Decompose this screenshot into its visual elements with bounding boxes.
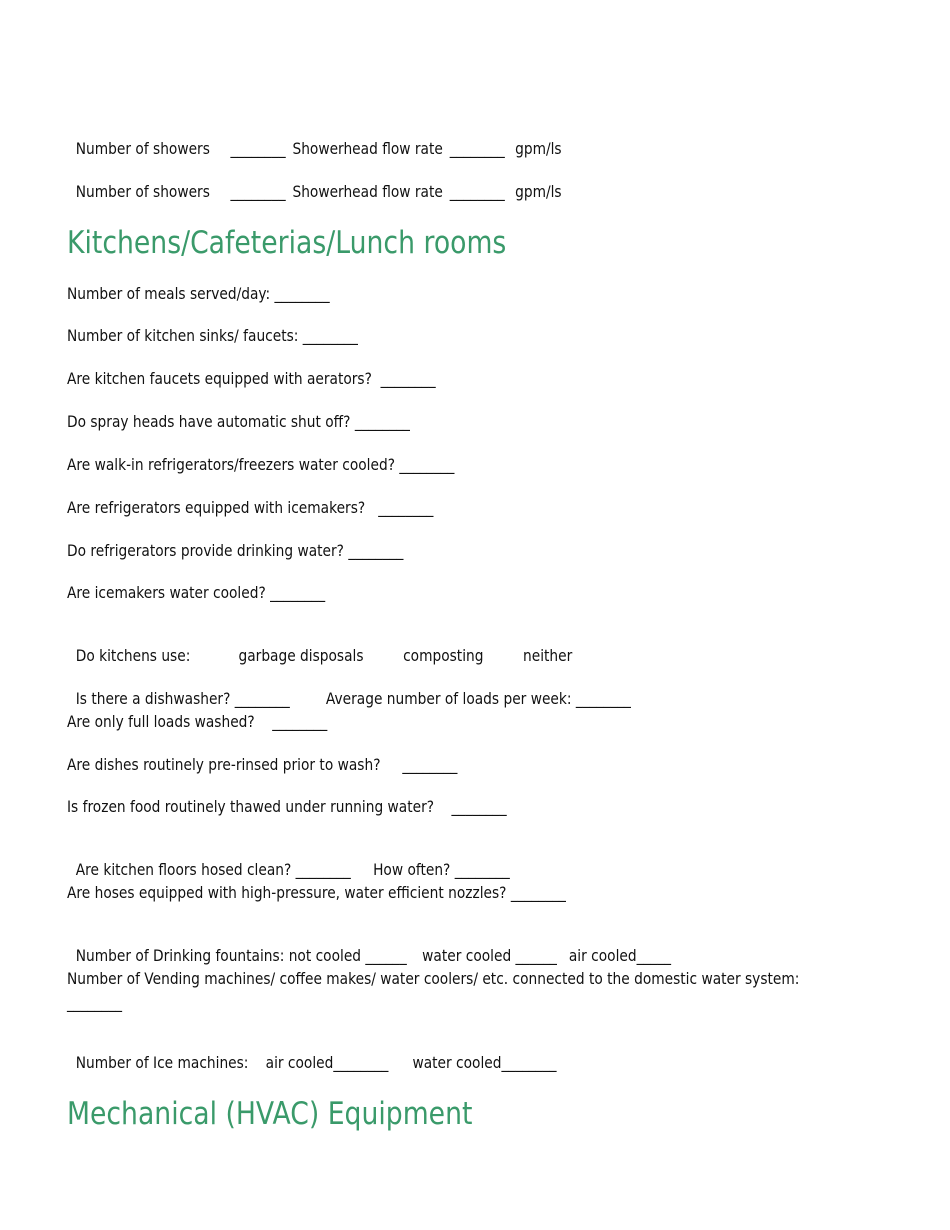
drinking-water-question: Do refrigerators provide drinking water? ________ bbox=[67, 541, 404, 560]
kitchen-use-row bbox=[67, 626, 573, 666]
option-composting[interactable]: composting bbox=[403, 646, 484, 665]
shower-row bbox=[67, 119, 562, 159]
fountains-water-cooled: water cooled ______ bbox=[422, 946, 557, 965]
spray-heads-question: Do spray heads have automatic shut off? ________ bbox=[67, 412, 410, 431]
shower-count-label: Number of showers bbox=[75, 139, 210, 158]
how-often-question: How often? ________ bbox=[373, 860, 510, 879]
fountains-not-cooled: Number of Drinking fountains: not cooled ______ bbox=[75, 946, 407, 965]
dishwasher-question: Is there a dishwasher? ________ bbox=[75, 689, 290, 708]
sinks-question: Number of kitchen sinks/ faucets: ________ bbox=[67, 326, 358, 345]
icemakers-question: Are refrigerators equipped with icemakers? ________ bbox=[67, 498, 434, 517]
shower-row bbox=[67, 162, 562, 202]
pre-rinsed-question: Are dishes routinely pre-rinsed prior to wash? ________ bbox=[67, 755, 458, 774]
aerators-question: Are kitchen faucets equipped with aerators? ________ bbox=[67, 369, 436, 388]
vending-question: Number of Vending machines/ coffee makes/ water coolers/ etc. connected to the domestic water system: ________ bbox=[67, 969, 800, 1012]
shower-flow-unit: gpm/ls bbox=[515, 182, 562, 201]
kitchen-use-label: Do kitchens use: bbox=[75, 646, 191, 665]
floors-row bbox=[67, 840, 510, 880]
shower-count-label: Number of showers bbox=[75, 182, 210, 201]
option-neither[interactable]: neither bbox=[523, 646, 573, 665]
mechanical-heading: Mechanical (HVAC) Equipment bbox=[67, 1096, 473, 1132]
walk-in-question: Are walk-in refrigerators/freezers water cooled? ________ bbox=[67, 455, 455, 474]
meals-question: Number of meals served/day: ________ bbox=[67, 284, 330, 303]
thawed-question: Is frozen food routinely thawed under running water? ________ bbox=[67, 797, 507, 816]
shower-flow-blank[interactable]: ________ bbox=[449, 182, 505, 201]
ice-machines-row bbox=[67, 1033, 557, 1073]
full-loads-question: Are only full loads washed? ________ bbox=[67, 712, 328, 731]
fountains-air-cooled: air cooled_____ bbox=[568, 946, 671, 965]
kitchens-heading: Kitchens/Cafeterias/Lunch rooms bbox=[67, 225, 507, 261]
fountains-row bbox=[67, 926, 671, 966]
floors-hosed-question: Are kitchen floors hosed clean? ________ bbox=[75, 860, 351, 879]
shower-count-blank[interactable]: ________ bbox=[230, 182, 286, 201]
loads-per-week-question: Average number of loads per week: ________ bbox=[325, 689, 631, 708]
nozzles-question: Are hoses equipped with high-pressure, water efficient nozzles? ________ bbox=[67, 883, 566, 902]
option-garbage-disposals[interactable]: garbage disposals bbox=[238, 646, 364, 665]
shower-flow-label: Showerhead flow rate bbox=[292, 182, 443, 201]
shower-flow-blank[interactable]: ________ bbox=[449, 139, 505, 158]
dishwasher-row bbox=[67, 669, 631, 709]
shower-flow-label: Showerhead flow rate bbox=[292, 139, 443, 158]
ice-air-cooled: air cooled________ bbox=[265, 1053, 389, 1072]
shower-flow-unit: gpm/ls bbox=[515, 139, 562, 158]
shower-count-blank[interactable]: ________ bbox=[230, 139, 286, 158]
ice-water-cooled: water cooled________ bbox=[412, 1053, 557, 1072]
icemakers-cooled-question: Are icemakers water cooled? ________ bbox=[67, 583, 326, 602]
ice-machines-label: Number of Ice machines: bbox=[75, 1053, 249, 1072]
